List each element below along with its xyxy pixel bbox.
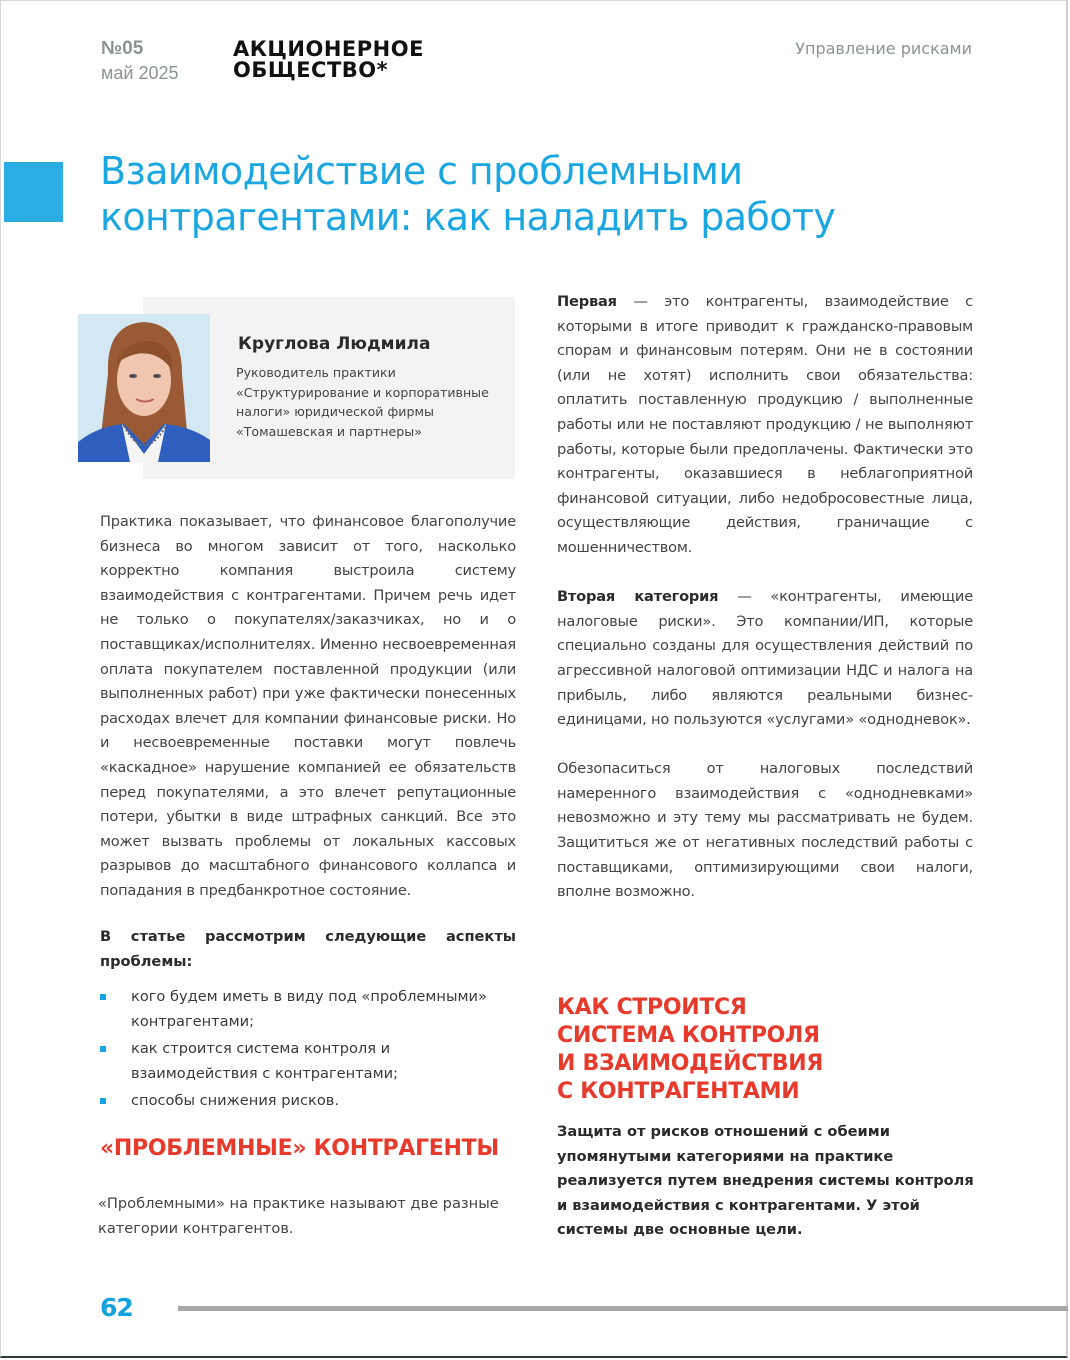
right-column (557, 290, 973, 905)
list-item (100, 985, 520, 1034)
first-category-paragraph (557, 290, 973, 561)
title-line-2: контрагентами: как наладить работу (100, 195, 836, 239)
article-title (100, 148, 860, 240)
categories-text: «Проблемными» на практике называют две разные категории контрагентов. (98, 1195, 499, 1237)
categories-paragraph (98, 1192, 523, 1241)
list-item (100, 1089, 520, 1114)
first-category-text: — это контрагенты, взаимодействие с которыми в итоге приводит к гражданско-правовым спорам и финансовым потерям. Они не в состоянии (или не хотят) исполнить свои обязательства: оплатить поставленную продукцию / выполненные работы или не поставляют продукцию / не выполняют работы, которые были предоплачены. Фактически это контрагенты, оказавшиеся в неблагоприятной финансовой ситуации, либо недобросовестные лица, осуществляющие действия, граничащие с мошенничеством. (557, 293, 973, 556)
magazine-logo (233, 39, 424, 81)
section-label: Управление рисками (795, 39, 972, 58)
intro-text: Практика показывает, что финансовое благополучие бизнеса во многом зависит от того, насколько корректно компания выстроила систему взаимодействия с контрагентами. Причем речь идет не только о покупателях/заказчиках, но и о поставщиках/исполнителях. Именно несвоевременная оплата покупателем поставленной продукции (или выполненных работ) при уже фактически понесенных расходах влечет для компании финансовые риски. Но и несвоевременные поставки могут повлечь «каскадное» нарушение компанией ее обязательств перед покупателями, а это влечет репутационные потери, убытки в виде штрафных санкций. Все это может вызвать проблемы от локальных кассовых разрывов до масштабного финансового коллапса и попадания в предбанкротное состояние. (100, 513, 516, 899)
first-category-label: Первая (557, 293, 617, 310)
list-item (100, 1037, 520, 1086)
heading-line: С КОНТРАГЕНТАМИ (557, 1079, 800, 1104)
section-heading-control-system (557, 994, 823, 1106)
author-role-line: Руководитель практики (236, 365, 396, 380)
author-role (236, 363, 511, 441)
page-number: 62 (100, 1293, 133, 1322)
aspects-heading: В статье рассмотрим следующие аспекты проблемы: (100, 928, 516, 970)
aspects-list (100, 985, 520, 1117)
list-item-text: как строится система контроля и взаимодействия с контрагентами; (131, 1040, 399, 1082)
issue-number: №05 (101, 38, 144, 59)
author-name: Круглова Людмила (238, 334, 431, 354)
author-photo (78, 314, 210, 462)
control-system-text: Защита от рисков отношений с обеими упомянутыми категориями на практике реализуется путем внедрения системы контроля и взаимодействия с контрагентами. У этой системы две основные цели. (557, 1123, 974, 1239)
heading-line: И ВЗАИМОДЕЙСТВИЯ (557, 1051, 824, 1076)
author-role-line: налоги» юридической фирмы (236, 404, 434, 419)
heading-line: СИСТЕМА КОНТРОЛЯ (557, 1023, 820, 1048)
author-role-line: «Томашевская и партнеры» (236, 423, 422, 439)
second-category-paragraph (557, 585, 973, 733)
intro-paragraph (100, 510, 516, 904)
footer-rule (178, 1306, 1068, 1311)
list-item-text: способы снижения рисков. (131, 1092, 339, 1110)
bullet-square-icon (100, 1046, 106, 1052)
title-line-1: Взаимодействие с проблемными (100, 149, 743, 193)
accent-block (4, 162, 63, 222)
bullet-square-icon (100, 994, 106, 1000)
logo-line-1: АКЦИОНЕРНОЕ (233, 37, 424, 61)
author-role-line: «Структурирование и корпоративные (236, 384, 489, 400)
tax-protection-paragraph: Обезопаситься от налоговых последствий намеренного взаимодействия с «однодневками» невозможно и эту тему мы рассматривать не будем. Защититься же от негативных последствий работы с поставщиками, оптимизирующими свои налоги, вполне возможно. (557, 760, 973, 901)
portrait-illustration (78, 314, 210, 462)
heading-line: КАК СТРОИТСЯ (557, 995, 747, 1020)
bullet-square-icon (100, 1098, 106, 1104)
control-system-paragraph (557, 1120, 977, 1243)
section-heading-problem-counterparties: «ПРОБЛЕМНЫЕ» КОНТРАГЕНТЫ (100, 1136, 499, 1161)
issue-date: май 2025 (101, 63, 179, 83)
logo-line-2: ОБЩЕСТВО* (233, 58, 389, 82)
second-category-label: Вторая категория (557, 588, 719, 606)
second-category-text: — «контрагенты, имеющие налоговые риски». Это компании/ИП, которые специально созданы для осуществления действий по агрессивной налоговой оптимизации НДС и налога на прибыль, либо являются реальными бизнес-единицами, но пользуются «услугами» «однодневок». (557, 588, 973, 729)
list-item-text: кого будем иметь в виду под «проблемными» контрагентами; (131, 988, 487, 1030)
issue-info (101, 37, 178, 85)
